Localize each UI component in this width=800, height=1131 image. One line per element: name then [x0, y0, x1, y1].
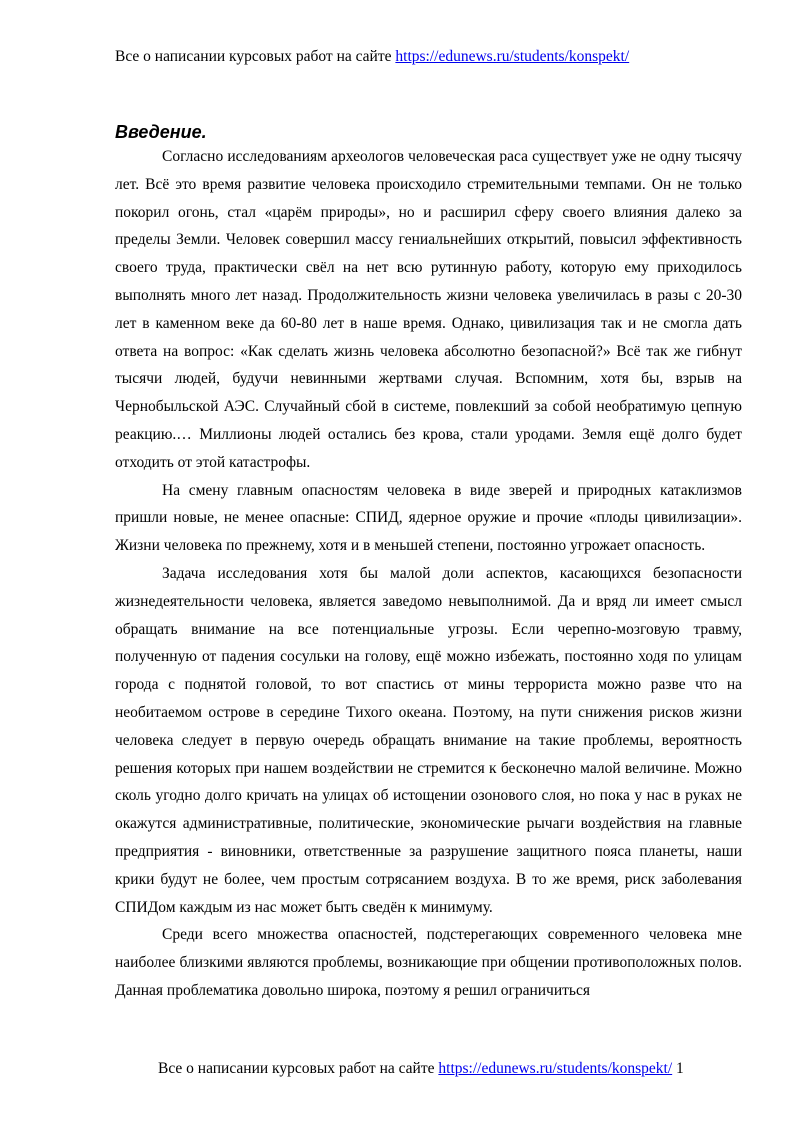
footer-text: Все о написании курсовых работ на сайте: [158, 1060, 439, 1077]
page-number: 1: [676, 1060, 684, 1077]
header-link[interactable]: https://edunews.ru/students/konspekt/: [395, 48, 630, 65]
paragraph: Согласно исследованиям археологов человеческая раса существует уже не одну тысячу лет. Всё это время развитие человека происходило стремительными темпами. Он не только покорил огонь, стал «царём природы», но и расширил сферу своего влияния далеко за пределы Земли. Человек совершил массу гениальнейших открытий, повысил эффективность своего труда, практически свёл на нет всю рутинную работу, которую ему приходилось выполнять много лет назад. Продолжительность жизни человека увеличилась в разы с 20-30 лет в каменном веке да 60-80 лет в наше время. Однако, цивилизация так и не смогла дать ответа на вопрос: «Как сделать жизнь человека абсолютно безопасной?» Всё так же гибнут тысячи людей, будучи невинными жертвами случая. Вспомним, хотя бы, взрыв на Чернобыльской АЭС. Случайный сбой в системе, повлекший за собой необратимую цепную реакцию.… Миллионы людей остались без крова, стали уродами. Земля ещё долго будет отходить от этой катастрофы.: [115, 148, 742, 471]
page-footer: [158, 1059, 684, 1079]
footer-link[interactable]: https://edunews.ru/students/konspekt/: [438, 1060, 673, 1077]
paragraph: Задача исследования хотя бы малой доли аспектов, касающихся безопасности жизнедеятельности человека, является заведомо невыполнимой. Да и вряд ли имеет смысл обращать внимание на все потенциальные угрозы. Если черепно-мозговую травму, полученную от падения сосульки на голову, ещё можно избежать, постоянно ходя по улицам города с поднятой головой, то вот спастись от мины террориста можно разве что на необитаемом острове в середине Тихого океана. Поэтому, на пути снижения рисков жизни человека следует в первую очередь обращать внимание на такие проблемы, вероятность решения которых при нашем воздействии не стремится к бесконечно малой величине. Можно сколь угодно долго кричать на улицах об истощении озонового слоя, но пока у нас в руках не окажутся административные, политические, экономические рычаги воздействия на главные предприятия - виновники, ответственные за разрушение защитного пояса планеты, наши крики будут не более, чем простым сотрясанием воздуха. В то же время, риск заболевания СПИДом каждым из нас может быть сведён к минимуму.: [115, 564, 742, 916]
header-text: Все о написании курсовых работ на сайте: [115, 48, 396, 65]
section-heading: Введение.: [115, 122, 207, 142]
body-text: [115, 143, 742, 1005]
page-header: [115, 47, 629, 67]
paragraph: На смену главным опасностям человека в виде зверей и природных катаклизмов пришли новые, не менее опасные: СПИД, ядерное оружие и прочие «плоды цивилизации». Жизни человека по прежнему, хотя и в меньшей степени, постоянно угрожает опасность.: [115, 481, 742, 555]
paragraph: Среди всего множества опасностей, подстерегающих современного человека мне наиболее близкими являются проблемы, возникающие при общении противоположных полов. Данная проблематика довольно широка, поэтому я решил ограничиться: [115, 926, 742, 999]
